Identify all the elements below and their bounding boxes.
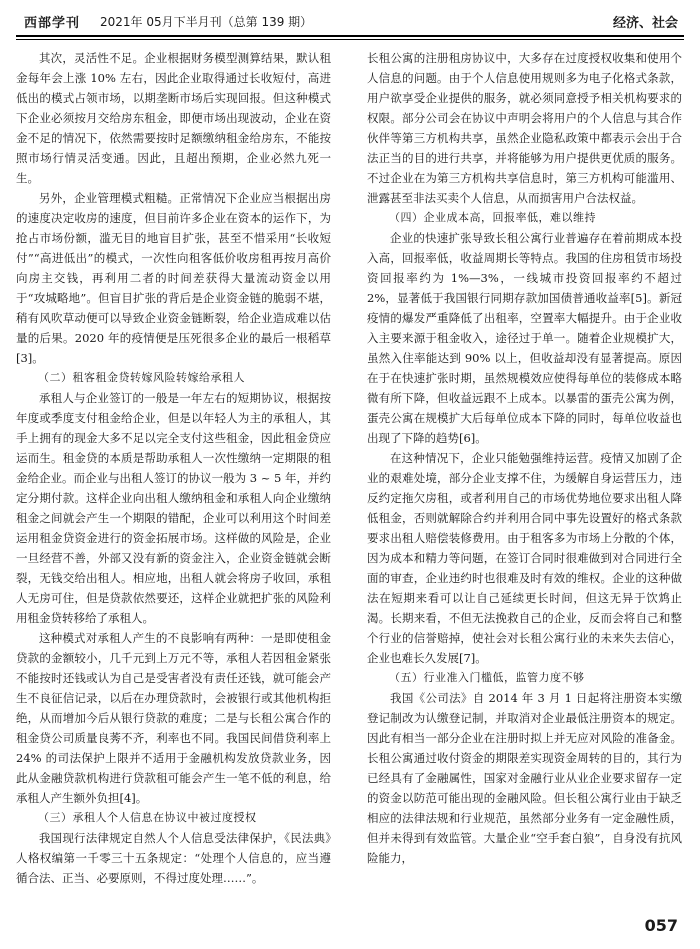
paragraph: 企业的快速扩张导致长租公寓行业普遍存在着前期成本投入高，回报率低，收益周期长等特点。我国的住房租赁市场投资回报率约为 1%—3%，一线城市投资回报率约不超过 2%，显著低于我国银行同期存款加国债普通收益率[5]。新冠疫情的爆发严重降低了出租率，空置率大幅提升。由于企业收入主要来源于租金收入，途径过于单一。随着企业规模扩大，虽然入住率能达到 90% 以上，但收益却没有显著提高。原因在于在快速扩张时期，虽然规模效应使得每单位的装修成本略微有所下降，但收益远跟不上成本。以暴雷的蛋壳公寓为例，蛋壳公寓在规模扩大后每单位成本下降的同时，每单位收益也出现了下降的趋势[6]。 bbox=[367, 231, 682, 445]
left-column bbox=[16, 48, 331, 888]
section-title: 经济、社会 bbox=[612, 16, 678, 31]
page-header bbox=[16, 10, 684, 36]
right-column bbox=[367, 48, 682, 868]
paragraph: 承租人与企业签订的一般是一年左右的短期协议，根据按年度或季度支付租金给企业，但是以年轻人为主的承租人，其手上拥有的现金大多不足以完全支付这些租金，因此租金贷应运而生。租金贷的本质是帮助承租人一次性缴纳一定期限的租金给企业。而企业与出租人签订的协议一般为 3 ~ 5 年，并约定分期付款。这样企业向出租人缴纳租金和承租人向企业缴纳租金之间就会产生一个期限的错配，企业可以利用这个时间差运用租金贷资金进行的资金拓展市场。这样做的风险是，企业一旦经营不善，外部又没有新的资金注入，企业资金链就会断裂，无钱交给出租人。相应地，出租人就会将房子收回，承租人无房可住，但是贷款依然要还，这样企业就把扩张的风险利用租金贷转移给了承租人。 bbox=[16, 391, 331, 625]
paragraph: 这种模式对承租人产生的不良影响有两种：一是即使租金贷款的金额较小，几千元到上万元不等，承租人若因租金紧张不能按时还钱或认为自己是受害者没有责任还钱，就可能会产生不良征信记录，以后在办理贷款时，会被银行或其他机构拒绝，从而增加今后从银行贷款的难度；二是与长租公寓合作的租金贷公司质量良莠不齐，利率也不同。我国民间借贷利率上 24% 的司法保护上限并不适用于金融机构发放贷款业务，因此从金融贷款机构进行贷款租可能会产生一笔不低的利息，给承租人产生额外负担[4]。 bbox=[16, 631, 331, 805]
paragraph: 我国现行法律规定自然人个人信息受法律保护，《民法典》人格权编第一千零三十五条规定：“处理个人信息的，应当遵循合法、正当、必要原则，不得过度处理……”。 bbox=[16, 831, 331, 885]
subheading: （五）行业准入门槛低，监管力度不够 bbox=[389, 671, 585, 684]
subheading: （三）承租人个人信息在协议中被过度授权 bbox=[38, 811, 257, 824]
paragraph: 长租公寓的注册租房协议中，大多存在过度授权收集和使用个人信息的问题。由于个人信息使用规则多为电子化格式条款，用户欲享受企业提供的服务，就必须同意授予相关机构要求的权限。部分公司会在协议中声明会将用户的个人信息与其合作伙伴等第三方机构共享，虽然企业隐私政策中都表示会出于合法正当的目的进行共享，并将能够为用户提供更优质的服务。不过企业在为第三方机构共享信息时，第三方机构可能滥用、泄露甚至非法买卖个人信息，从而损害用户合法权益。 bbox=[367, 51, 682, 205]
journal-logo: 西部学刊 bbox=[24, 16, 81, 31]
paragraph: 另外，企业管理模式粗糙。正常情况下企业应当根据出房的速度决定收房的速度，但目前许多企业在资本的运作下，为抢占市场份额，滥无目的地盲目扩张，甚至不惜采用“长收短付”“高进低出”的模式，一次性向租客低价收房租再按月高价向房主交钱，再利用二者的时间差获得大量流动资金以用于“攻城略地”。但盲目扩张的背后是企业资金链的脆弱不堪，稍有风吹草动便可以导致企业资金链断裂，给企业造成难以估量的后果。2020 年的疫情便是压死很多企业的最后一根稻草[3]。 bbox=[16, 191, 331, 365]
subheading: （二）租客租金贷转嫁风险转嫁给承租人 bbox=[38, 371, 245, 384]
header-rule bbox=[16, 35, 684, 37]
paragraph: 在这种情况下，企业只能勉强维持运营。疫情又加剧了企业的艰难处境，部分企业支撑不住，为缓解自身运营压力，违反约定拖欠房租，或者利用自己的市场优势地位要求出租人降低租金，否则就解除合约并利用合同中事先设置好的格式条款要求出租人赔偿装修费用。由于租客多为市场上分散的个体，因为成本和精力等问题，在签订合同时很难做到对合同进行全面的审查，企业违约时也很难及时有效的维权。企业的这种做法在短期来看可以让自己延续更长时间，但这无异于饮鸩止渴。长期来看，不但无法挽救自己的企业，反而会将自己和整个行业的信誉赔掉，使社会对长租公寓行业的未来失去信心，企业也难长久发展[7]。 bbox=[367, 451, 682, 665]
header-rule-thin bbox=[16, 39, 684, 40]
subheading: （四）企业成本高，回报率低，难以维持 bbox=[389, 211, 596, 224]
page-number: 057 bbox=[644, 916, 678, 935]
issue-info: 2021年 05月下半月刊（总第 139 期） bbox=[100, 15, 313, 29]
paragraph: 我国《公司法》自 2014 年 3 月 1 日起将注册资本实缴登记制改为认缴登记制，并取消对企业最低注册资本的规定。因此有相当一部分企业在注册时拟上并无应对风险的准备金。长租公寓通过收付资金的期限差实现资金周转的目的，其行为已经具有了金融属性，国家对金融行业从业企业要求留存一定的资金以防范可能出现的金融风险。但长租公寓行业由于缺乏相应的法律法规和行业规范，虽然部分业务有一定金融性质，但并未得到有效监管。大量企业“空手套白狼”，自身没有抗风险能力， bbox=[367, 691, 682, 865]
paragraph: 其次，灵活性不足。企业根据财务模型测算结果，默认租金每年会上涨 10% 左右，因此企业取得通过长收短付，高进低出的模式占领市场，以期垄断市场后实现回报。但这种模式下企业必须按月交给房东租金，即便市场出现波动，企业在资金不足的情况下，依然需要按时足额缴纳租金给房东，不能按照市场行情灵活变通。因此，且超出预期，企业必然九死一生。 bbox=[16, 51, 331, 185]
